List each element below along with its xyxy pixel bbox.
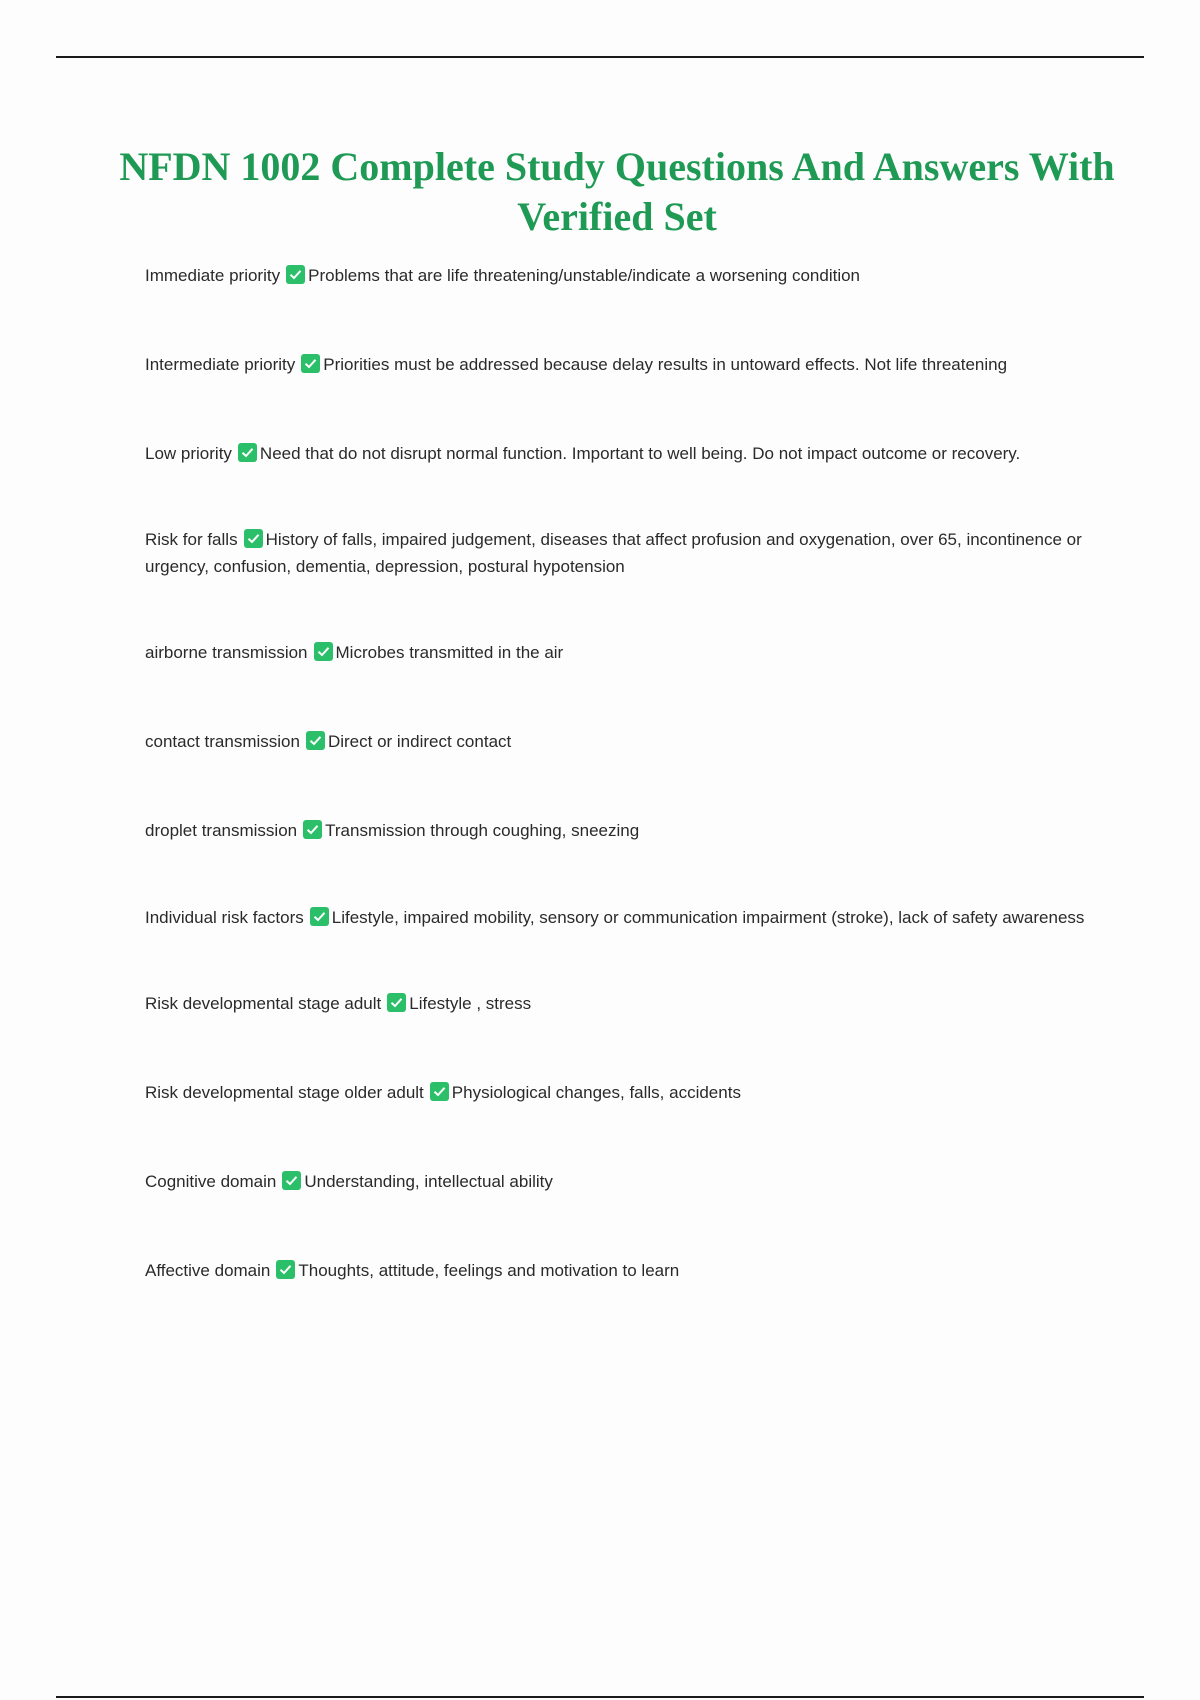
checkmark-box-icon	[244, 529, 263, 548]
checkmark-box-icon	[310, 907, 329, 926]
checkmark-box-icon	[387, 993, 406, 1012]
checkmark-box-icon	[286, 265, 305, 284]
qa-item	[145, 639, 1085, 666]
qa-answer: Understanding, intellectual ability	[304, 1172, 553, 1191]
qa-item	[145, 1168, 1085, 1195]
qa-answer: Transmission through coughing, sneezing	[325, 821, 640, 840]
qa-answer: Problems that are life threatening/unstable/indicate a worsening condition	[308, 266, 861, 285]
checkmark-box-icon	[301, 354, 320, 373]
qa-term: Intermediate priority	[145, 355, 296, 374]
qa-answer: Thoughts, attitude, feelings and motivation to learn	[298, 1261, 680, 1280]
qa-answer: Lifestyle , stress	[409, 994, 532, 1013]
checkmark-box-icon	[430, 1082, 449, 1101]
qa-answer: Need that do not disrupt normal function. Important to well being. Do not impact outcome or recovery.	[259, 444, 1021, 463]
qa-item	[145, 817, 1085, 844]
qa-term: Immediate priority	[145, 266, 281, 285]
qa-answer: Lifestyle, impaired mobility, sensory or communication impairment (stroke), lack of safety awareness	[331, 908, 1085, 927]
checkmark-box-icon	[282, 1171, 301, 1190]
qa-term: Risk for falls	[145, 530, 238, 549]
checkmark-box-icon	[276, 1260, 295, 1279]
qa-item	[145, 1079, 1085, 1106]
qa-list	[145, 262, 1085, 1284]
qa-item	[145, 262, 1085, 289]
qa-answer: Physiological changes, falls, accidents	[451, 1083, 741, 1102]
qa-item	[145, 351, 1085, 378]
checkmark-box-icon	[306, 731, 325, 750]
qa-term: contact transmission	[145, 732, 300, 751]
checkmark-box-icon	[314, 642, 333, 661]
qa-term: Affective domain	[145, 1261, 271, 1280]
checkmark-box-icon	[238, 443, 257, 462]
qa-term: airborne transmission	[145, 643, 308, 662]
checkmark-box-icon	[303, 820, 322, 839]
qa-answer: Microbes transmitted in the air	[335, 643, 564, 662]
qa-term: droplet transmission	[145, 821, 298, 840]
qa-term: Cognitive domain	[145, 1172, 277, 1191]
qa-term: Low priority	[145, 444, 232, 463]
qa-answer: Direct or indirect contact	[327, 732, 512, 751]
qa-item	[145, 526, 1085, 580]
qa-item	[145, 728, 1085, 755]
top-rule	[56, 56, 1144, 58]
qa-item	[145, 904, 1085, 931]
qa-item	[145, 990, 1085, 1017]
qa-answer: Priorities must be addressed because delay results in untoward effects. Not life threatening	[323, 355, 1008, 374]
qa-answer: History of falls, impaired judgement, diseases that affect profusion and oxygenation, over 65, incontinence or urgency, confusion, dementia, depression, postural hypotension	[145, 530, 1082, 576]
qa-term: Individual risk factors	[145, 908, 304, 927]
qa-term: Risk developmental stage older adult	[145, 1083, 424, 1102]
bottom-rule	[56, 1696, 1144, 1698]
page-title: NFDN 1002 Complete Study Questions And Answers With Verified Set	[119, 144, 1115, 239]
qa-item	[145, 1257, 1085, 1284]
qa-term: Risk developmental stage adult	[145, 994, 382, 1013]
qa-item	[145, 440, 1085, 467]
